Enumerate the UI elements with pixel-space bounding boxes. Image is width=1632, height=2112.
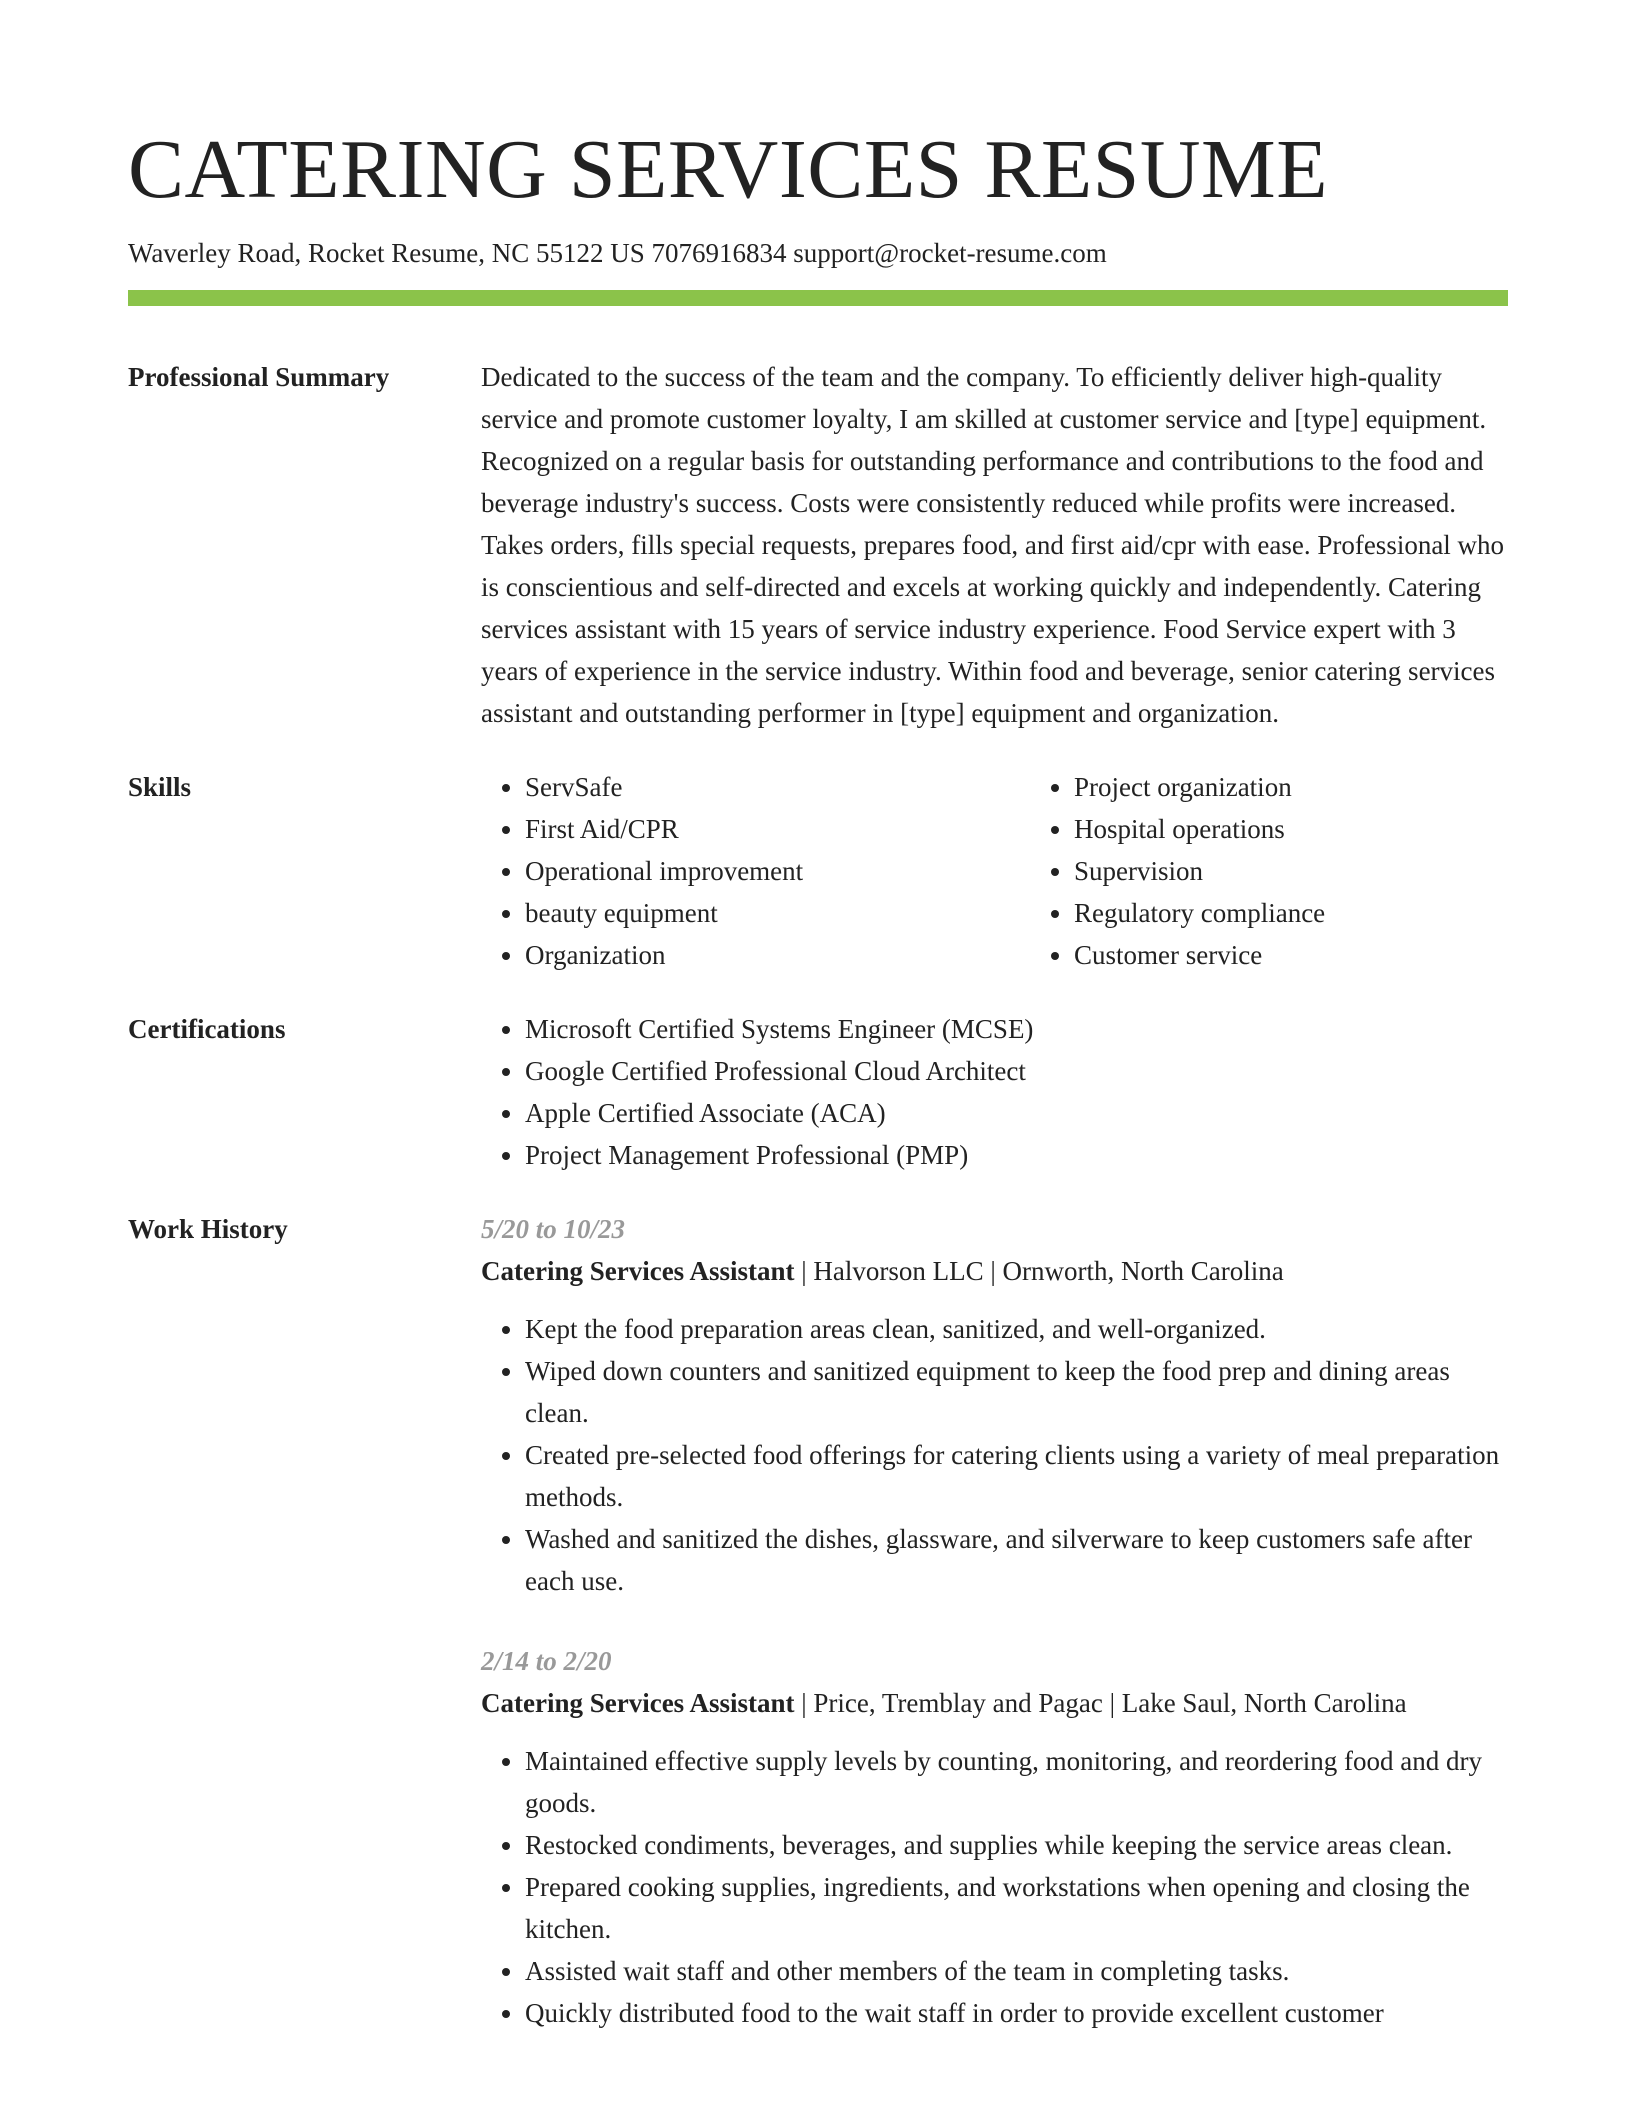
skills-columns (481, 766, 1579, 976)
certifications-body (481, 1008, 1508, 1176)
skill-item: • Organization (525, 934, 1030, 976)
job-duties-list (481, 1740, 1508, 2034)
section-label-summary: Professional Summary (128, 362, 390, 392)
job-entry (481, 1208, 1508, 1602)
summary-body (481, 356, 1508, 734)
job-heading (481, 1250, 1508, 1292)
skill-item: • Regulatory compliance (1074, 892, 1579, 934)
certifications-section (128, 1008, 1508, 1176)
job-duty: • Quickly distributed food to the wait staff in order to provide excellent customer (525, 1992, 1508, 2034)
work-history-section (128, 1208, 1508, 2034)
skill-item: • ServSafe (525, 766, 1030, 808)
certification-item: • Apple Certified Associate (ACA) (525, 1092, 1508, 1134)
certifications-list (481, 1008, 1508, 1176)
skill-item: • Supervision (1074, 850, 1579, 892)
job-duty: • Washed and sanitized the dishes, glassware, and silverware to keep customers safe after each use. (525, 1518, 1508, 1602)
job-duty: • Assisted wait staff and other members of the team in completing tasks. (525, 1950, 1508, 1992)
job-duty: • Maintained effective supply levels by counting, monitoring, and reordering food and dry goods. (525, 1740, 1508, 1824)
job-duty: • Created pre-selected food offerings for catering clients using a variety of meal preparation methods. (525, 1434, 1508, 1518)
certification-item: • Google Certified Professional Cloud Architect (525, 1050, 1508, 1092)
skill-item: • Hospital operations (1074, 808, 1579, 850)
job-title: Catering Services Assistant (481, 1256, 795, 1286)
job-duty: • Wiped down counters and sanitized equipment to keep the food prep and dining areas clean. (525, 1350, 1508, 1434)
section-label-skills: Skills (128, 772, 192, 802)
skill-item: • Customer service (1074, 934, 1579, 976)
contact-info: Waverley Road, Rocket Resume, NC 55122 US 7076916834 support@rocket-resume.com (128, 238, 1107, 268)
skill-item: • beauty equipment (525, 892, 1030, 934)
skill-item: • Operational improvement (525, 850, 1030, 892)
job-duties-list (481, 1308, 1508, 1602)
certification-item: • Project Management Professional (PMP) (525, 1134, 1508, 1176)
job-title: Catering Services Assistant (481, 1688, 795, 1718)
skill-item: • Project organization (1074, 766, 1579, 808)
job-employer-location: | Price, Tremblay and Pagac | Lake Saul, North Carolina (794, 1688, 1407, 1718)
header-divider (128, 290, 1508, 306)
job-dates: 2/14 to 2/20 (481, 1646, 612, 1676)
job-heading (481, 1682, 1508, 1724)
job-entry (481, 1640, 1508, 2034)
job-dates: 5/20 to 10/23 (481, 1214, 626, 1244)
job-duty: • Prepared cooking supplies, ingredients, and workstations when opening and closing the kitchen. (525, 1866, 1508, 1950)
work-history-body (481, 1208, 1508, 2034)
page-title: CATERING SERVICES RESUME (128, 123, 1329, 216)
job-employer-location: | Halvorson LLC | Ornworth, North Carolina (794, 1256, 1284, 1286)
job-duty: • Kept the food preparation areas clean, sanitized, and well-organized. (525, 1308, 1508, 1350)
certification-item: • Microsoft Certified Systems Engineer (MCSE) (525, 1008, 1508, 1050)
job-duty: • Restocked condiments, beverages, and supplies while keeping the service areas clean. (525, 1824, 1508, 1866)
summary-text: Dedicated to the success of the team and the company. To efficiently deliver high-quality service and promote customer loyalty, I am skilled at customer service and [type] equipment. Recognized on a regular basis for outstanding performance and contributions to the food and beverage industry's success. Costs were consistently reduced while profits were increased. Takes orders, fills special requests, prepares food, and first aid/cpr with ease. Professional who is conscientious and self-directed and excels at working quickly and independently. Catering services assistant with 15 years of service industry experience. Food Service expert with 3 years of experience in the service industry. Within food and beverage, senior catering services assistant and outstanding performer in [type] equipment and organization. (481, 362, 1505, 728)
skills-body (481, 766, 1579, 976)
section-label-certifications: Certifications (128, 1014, 286, 1044)
skills-column-1 (481, 766, 1030, 976)
summary-section (128, 356, 1508, 734)
section-label-work-history: Work History (128, 1214, 288, 1244)
resume-page (128, 0, 1508, 2034)
skill-item: • First Aid/CPR (525, 808, 1030, 850)
skills-column-2 (1030, 766, 1579, 976)
skills-section (128, 766, 1508, 976)
